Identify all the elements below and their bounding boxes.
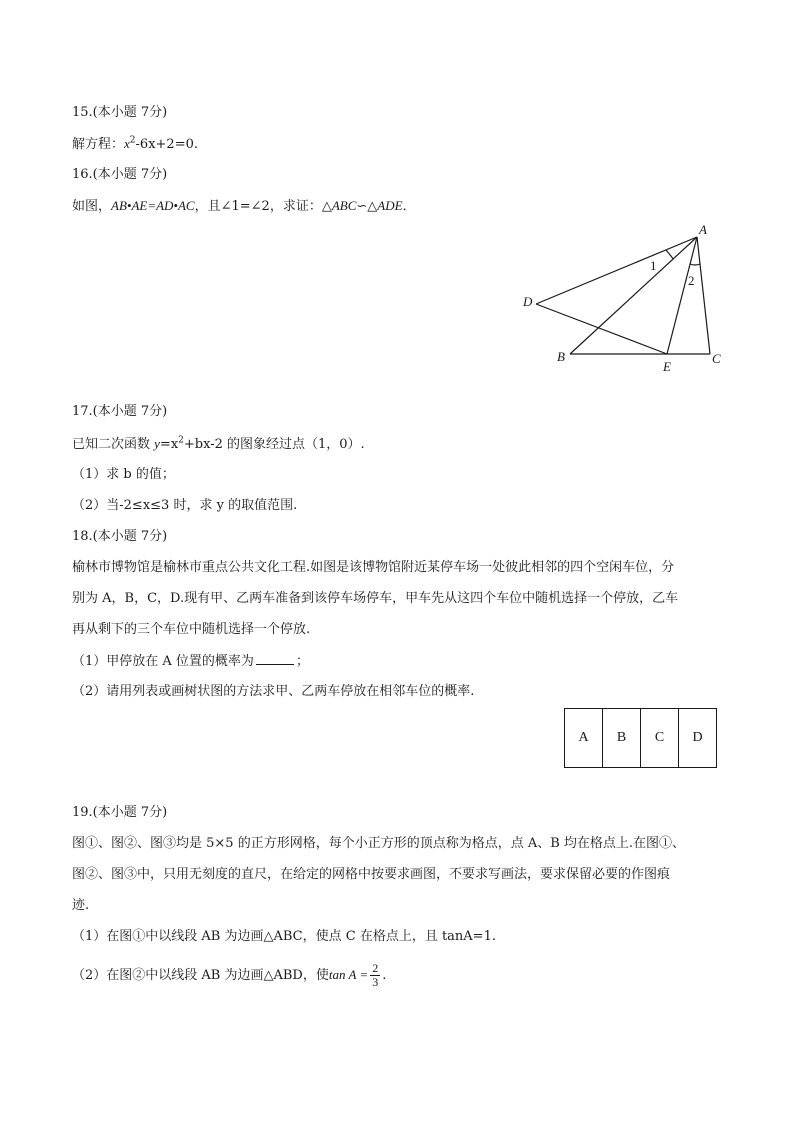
point-label-a: A	[699, 222, 707, 237]
q18-part2: （2）请用列表或画树状图的方法求甲、乙两车停放在相邻车位的概率.	[72, 684, 475, 699]
q15-eq-x: x	[124, 136, 130, 151]
angle-1-arc	[666, 250, 673, 259]
q19-stem-line2: 图②、图③中，只用无刻度的直尺，在给定的网格中按要求画图，不要求写画法，要求保留必要的作图痕	[72, 867, 671, 882]
q18-stem-line3: 再从剩下的三个车位中随机选择一个停放.	[72, 622, 311, 637]
angle-label-1: 1	[650, 258, 657, 273]
q16-text-a: 如图，	[72, 199, 112, 214]
parking-slot-b: B	[603, 709, 641, 768]
q15-header: 15.(本小题 7分)	[72, 105, 168, 120]
point-label-c: C	[712, 351, 721, 366]
answer-blank	[256, 652, 294, 665]
q19-part2-end: .	[382, 968, 387, 983]
parking-slot-d: D	[679, 709, 717, 768]
q17-func-exponent: 2	[178, 435, 184, 446]
q19-part1: （1）在图①中以线段 AB 为边画△ABC，使点 C 在格点上，且 tanA=1.	[72, 929, 496, 944]
angle-2-arc	[690, 264, 700, 265]
q19-part2-tan: tan A =	[328, 967, 369, 982]
q16-stem	[72, 197, 416, 216]
q19-header: 19.(本小题 7分)	[72, 805, 168, 820]
parking-slot-a: A	[565, 709, 603, 768]
q17-header: 17.(本小题 7分)	[72, 404, 168, 419]
q16-expr: AB•AE=AD•AC	[111, 198, 195, 213]
q19-part2-text: （2）在图②中以线段 AB 为边画△ABD，使	[72, 968, 329, 983]
q18-part1-text: （1）甲停放在 A 位置的概率为	[72, 654, 254, 669]
q16-sim: ∽△	[356, 199, 378, 214]
q18-stem-line1: 榆林市博物馆是榆林市重点公共文化工程.如图是该博物馆附近某停车场一处彼此相邻的四个空闲车位，分	[72, 560, 675, 575]
q16-period: ．	[402, 199, 416, 214]
q15-eq-rest: -6x+2=0.	[135, 137, 198, 152]
segment-de	[536, 304, 667, 354]
q18-part1	[72, 652, 309, 671]
point-label-e: E	[663, 359, 671, 374]
q17-stem-a: 已知二次函数	[72, 437, 155, 452]
q17-part1: （1）求 b 的值；	[72, 467, 175, 482]
segment-ae	[667, 237, 697, 354]
q17-func-rest: +bx-2 的图象经过点（1，0）.	[183, 437, 365, 452]
point-label-d: D	[523, 294, 533, 309]
q17-stem	[72, 435, 365, 454]
segment-ab	[570, 237, 697, 354]
q16-text-b: ，且∠1=∠2，求证：△	[194, 199, 332, 214]
q19-stem-line3: 迹.	[72, 898, 90, 913]
parking-slots-table	[564, 708, 717, 768]
q16-tri1: ABC	[331, 198, 357, 213]
parking-slot-c: C	[641, 709, 679, 768]
q15-stem-prefix: 解方程：	[72, 137, 125, 152]
fraction-denominator: 3	[372, 975, 379, 989]
q15-stem	[72, 135, 198, 154]
fraction	[370, 962, 380, 989]
q16-tri2: ADE	[377, 198, 403, 213]
q17-func-y: y	[154, 436, 160, 451]
q17-part2: （2）当-2≤x≤3 时，求 y 的取值范围.	[72, 498, 298, 513]
q18-stem-line2: 别为 A，B，C，D.现有甲、乙两车准备到该停车场停车，甲车先从这四个车位中随机选择一个停放，乙车	[72, 591, 679, 606]
point-label-b: B	[557, 349, 565, 364]
q18-header: 18.(本小题 7分)	[72, 529, 168, 544]
q18-part1-end: ；	[295, 654, 309, 669]
q16-header: 16.(本小题 7分)	[72, 167, 168, 182]
q19-stem-line1: 图①、图②、图③均是 5×5 的正方形网格，每个小正方形的顶点称为格点，点 A、B 均在格点上.在图①、	[72, 836, 686, 851]
q19-part2	[72, 962, 386, 989]
q17-func-eq: =x	[159, 437, 179, 452]
fraction-numerator: 2	[372, 961, 379, 975]
q15-eq-exponent: 2	[129, 135, 136, 146]
segment-ac	[697, 237, 710, 354]
angle-label-2: 2	[688, 273, 695, 288]
segment-ad	[536, 237, 697, 304]
